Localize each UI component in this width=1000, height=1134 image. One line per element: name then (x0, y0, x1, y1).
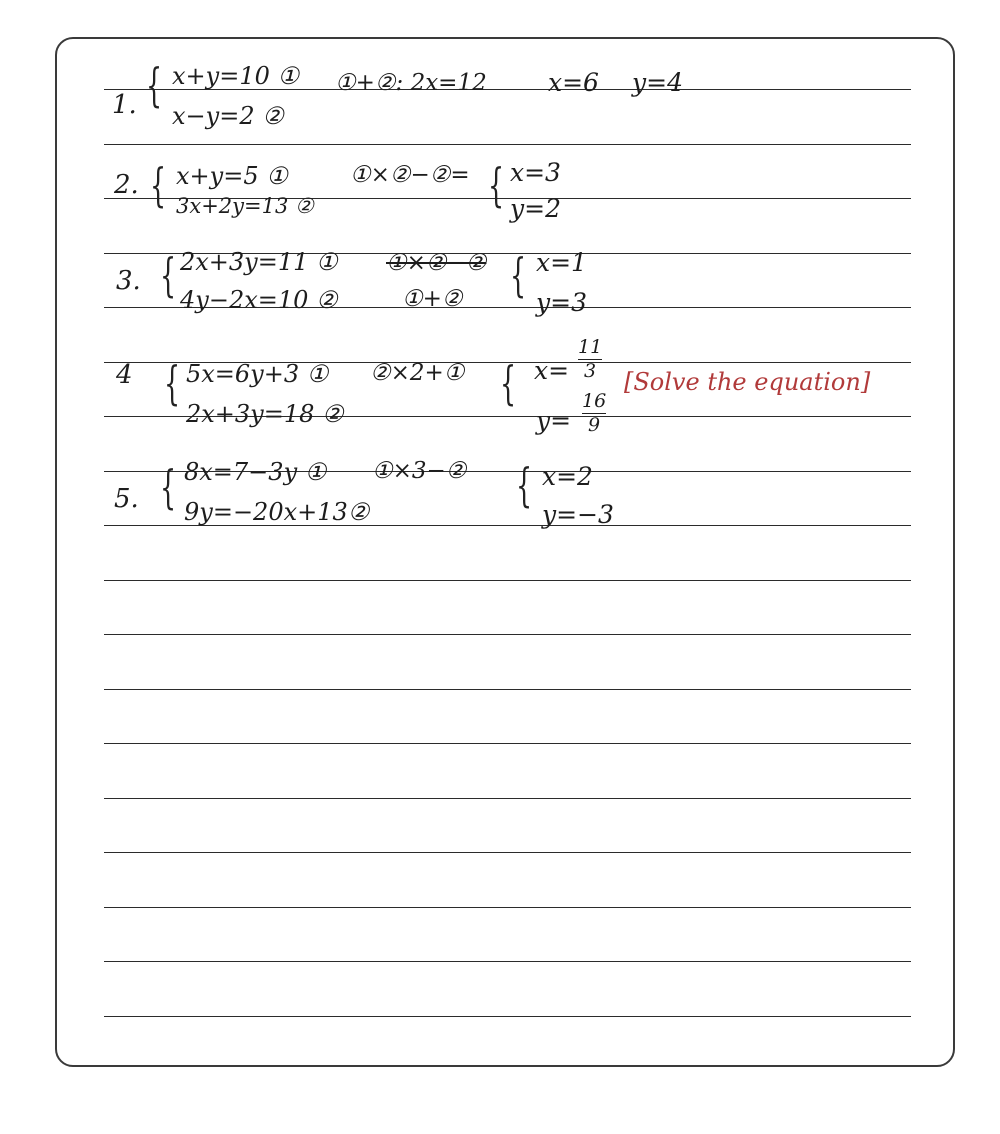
ruled-line (104, 1016, 911, 1017)
numerator: 16 (582, 390, 607, 412)
solution-x: x=6 (548, 68, 599, 97)
solution-y: y=2 (510, 194, 561, 223)
solution-y: y=−3 (542, 500, 614, 529)
solution-x: x=1 (536, 248, 587, 277)
solution-brace: { (510, 248, 527, 302)
system-brace: { (160, 248, 177, 302)
system-brace: { (160, 460, 177, 514)
ruled-line (104, 144, 911, 145)
equation-1: 2x+3y=11 ① (180, 248, 338, 276)
equation-1: x+y=5 ① (176, 162, 288, 190)
method-step: ①+② (402, 286, 463, 312)
solution-y: y= (536, 406, 572, 435)
ruled-line (104, 689, 911, 690)
problem-number: 3. (116, 266, 141, 296)
solution-x: x= (534, 356, 570, 385)
problem-number: 1. (112, 90, 137, 120)
system-brace: { (150, 158, 167, 212)
annotation-note: [Solve the equation] (624, 368, 871, 396)
equation-2: x−y=2 ② (172, 102, 284, 130)
ruled-line (104, 961, 911, 962)
notebook-page (55, 37, 955, 1067)
equation-2: 3x+2y=13 ② (176, 194, 314, 218)
method-step: ①×②−②= (350, 162, 470, 188)
solution-y: y=4 (632, 68, 683, 97)
equation-2: 9y=−20x+13② (184, 498, 370, 526)
solution-brace: { (488, 158, 505, 212)
solution-x: x=2 (542, 462, 593, 491)
ruled-line (104, 907, 911, 908)
equation-2: 4y−2x=10 ② (180, 286, 338, 314)
ruled-line (104, 634, 911, 635)
system-brace: { (164, 356, 181, 410)
equation-1: x+y=10 ① (172, 62, 299, 90)
equation-1: 5x=6y+3 ① (186, 360, 329, 388)
equation-2: 2x+3y=18 ② (186, 400, 344, 428)
ruled-line (104, 743, 911, 744)
problem-number: 4 (116, 360, 133, 390)
equation-1: 8x=7−3y ① (184, 458, 327, 486)
method-step: ①×②−② (386, 250, 487, 276)
fraction-x (578, 338, 602, 381)
problem-number: 2. (114, 170, 139, 200)
solution-x: x=3 (510, 158, 561, 187)
ruled-line (104, 798, 911, 799)
solution-brace: { (500, 356, 517, 410)
numerator: 11 (578, 336, 603, 358)
fraction-y (582, 392, 606, 435)
denominator: 9 (588, 414, 601, 436)
method-step: ①+②: 2x=12 (335, 70, 487, 96)
solution-brace: { (516, 458, 533, 512)
ruled-line (104, 580, 911, 581)
ruled-line (104, 852, 911, 853)
system-brace: { (146, 58, 163, 112)
problem-number: 5. (114, 484, 139, 514)
method-step: ②×2+① (370, 360, 465, 386)
solution-y: y=3 (536, 288, 587, 317)
method-step: ①×3−② (372, 458, 467, 484)
denominator: 3 (584, 360, 597, 382)
